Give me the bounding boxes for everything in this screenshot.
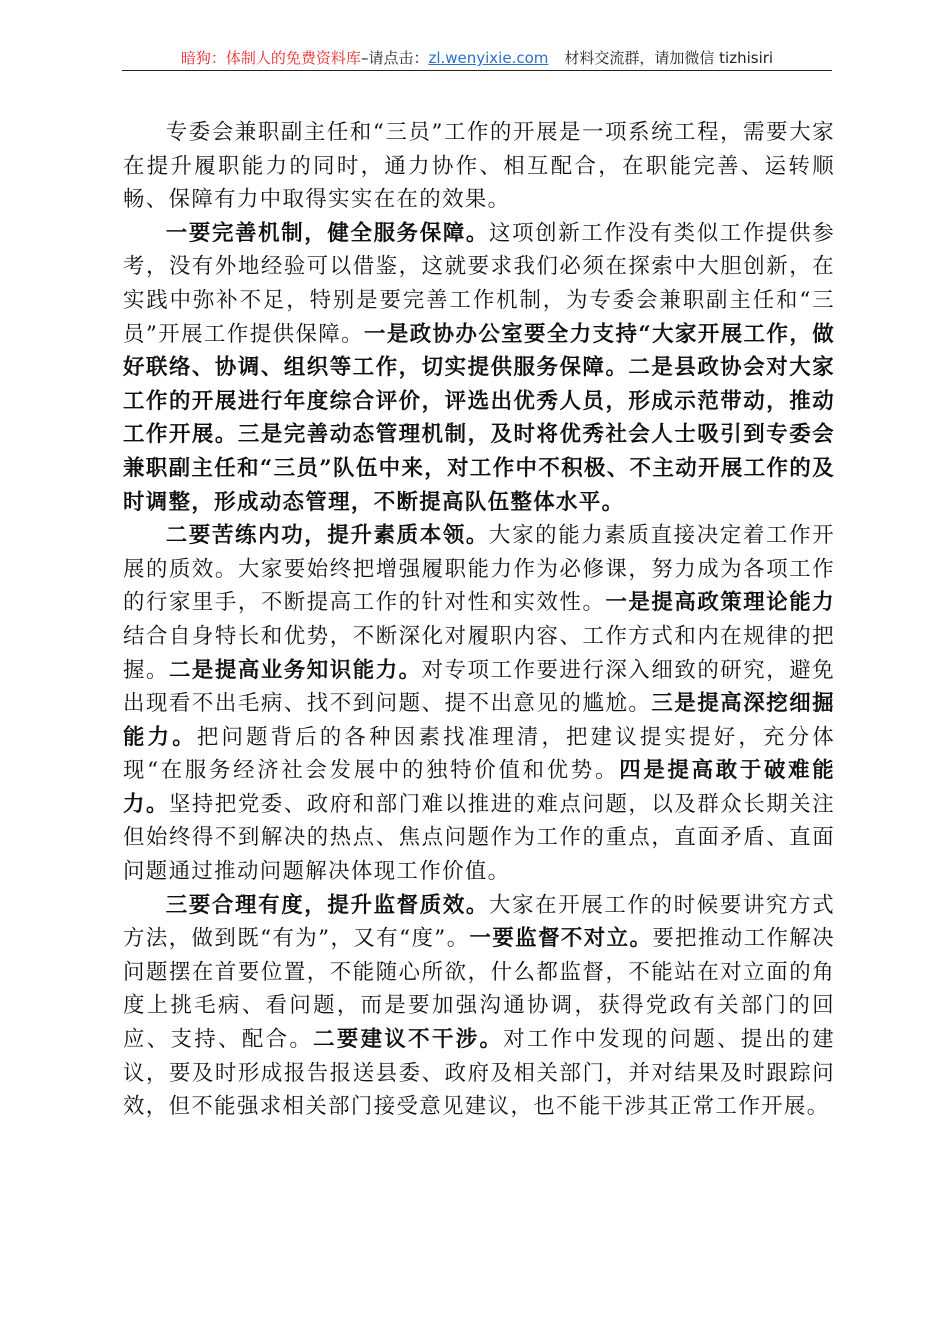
body-text: 把问题背后的各种因素找准理清，把建议提实提好，充分体现“在服务经济社会发展中的独特价值和优势。 [123, 724, 835, 784]
body-text: 结合自身特长和优势，不断深化对履职内容、工作方式和内在规律的把握。 [123, 623, 835, 683]
emphasis-text: 一是政协办公室要全力支持“大家开展工作，做好联络、协调、组织等工作，切实提供服务保障。二是县政协会对大家工作的开展进行年度综合评价，评选出优秀人员，形成示范带动，推动工作开展。三是完善动态管理机制，及时将优秀社会人士吸引到专委会兼职副主任和“三员”队伍中来，对工作中不积极、不主动开展工作的及时调整，形成动态管理，不断提高队伍整体水平。 [123, 321, 835, 515]
point-heading: 一要监督不对立。 [469, 926, 653, 952]
point-heading: 二是提高业务知识能力。 [168, 657, 422, 683]
wechat-group-note: 材料交流群，请加微信 tizhisiri [564, 49, 774, 67]
body-text: 对工作中发现的问题、提出的建议，要及时形成报告报送县委、政府及相关部门，并对结果及时跟踪问效，但不能强求相关部门接受意见建议，也不能干涉其正常工作开展。 [123, 1027, 835, 1120]
body-text: 坚持把党委、政府和部门难以推进的难点问题，以及群众长期关注但始终得不到解决的热点、焦点问题作为工作的重点，直面矛盾、直面问题通过推动问题解决体现工作价值。 [123, 791, 835, 885]
body-text: 大家的能力素质直接决定着工作开展的质效。大家要始终把增强履职能力作为必修课，努力成为各项工作的行家里手，不断提高工作的针对性和实效性。 [123, 523, 835, 616]
section-heading: 二要苦练内功，提升素质本领。 [165, 523, 489, 549]
intro-text: 专委会兼职副主任和“三员”工作的开展是一项系统工程，需要大家在提升履职能力的同时，通力协作、相互配合，在职能完善、运转顺畅、保障有力中取得实实在在的效果。 [123, 120, 835, 213]
body-text: 这项创新工作没有类似工作提供参考，没有外地经验可以借鉴，这就要求我们必须在探索中大胆创新，在实践中弥补不足，特别是要完善工作机制，为专委会兼职副主任和“三员”开展工作提供保障。 [123, 220, 835, 347]
body-text: 要把推动工作解决问题摆在首要位置，不能随心所欲，什么都监督，不能站在对立面的角度上挑毛病、看问题，而是要加强沟通协调，获得党政有关部门的回应、支持、配合。 [123, 926, 836, 1053]
point-heading: 二要建议不干涉。 [313, 1027, 504, 1053]
document-body [123, 116, 835, 1124]
point-heading: 三是提高深挖细掘能力。 [123, 691, 835, 750]
header-divider [122, 70, 832, 71]
paragraph-mechanism [123, 217, 835, 519]
point-heading: 一是提高政策理论能力 [605, 590, 835, 616]
paragraph-skills [123, 519, 835, 889]
point-heading: 四是提高敢于破难能力。 [123, 758, 835, 817]
paragraph-supervision [123, 889, 835, 1124]
website-link[interactable]: zl.wenyixie.com [428, 49, 549, 67]
body-text: 对专项工作要进行深入细致的研究，避免出现看不出毛病、找不到问题、提不出意见的尴尬。 [123, 657, 835, 717]
body-text: 大家在开展工作的时候要讲究方式方法，做到既“有为”，又有“度”。 [123, 892, 835, 952]
section-heading: 三要合理有度，提升监督质效。 [165, 892, 489, 918]
paragraph-intro [123, 116, 835, 217]
click-prompt: –请点击： [360, 49, 429, 67]
site-name: 暗狗：体制人的免费资料库 [180, 49, 361, 67]
page-header-banner [122, 47, 832, 69]
section-heading: 一要完善机制，健全服务保障。 [165, 220, 489, 246]
